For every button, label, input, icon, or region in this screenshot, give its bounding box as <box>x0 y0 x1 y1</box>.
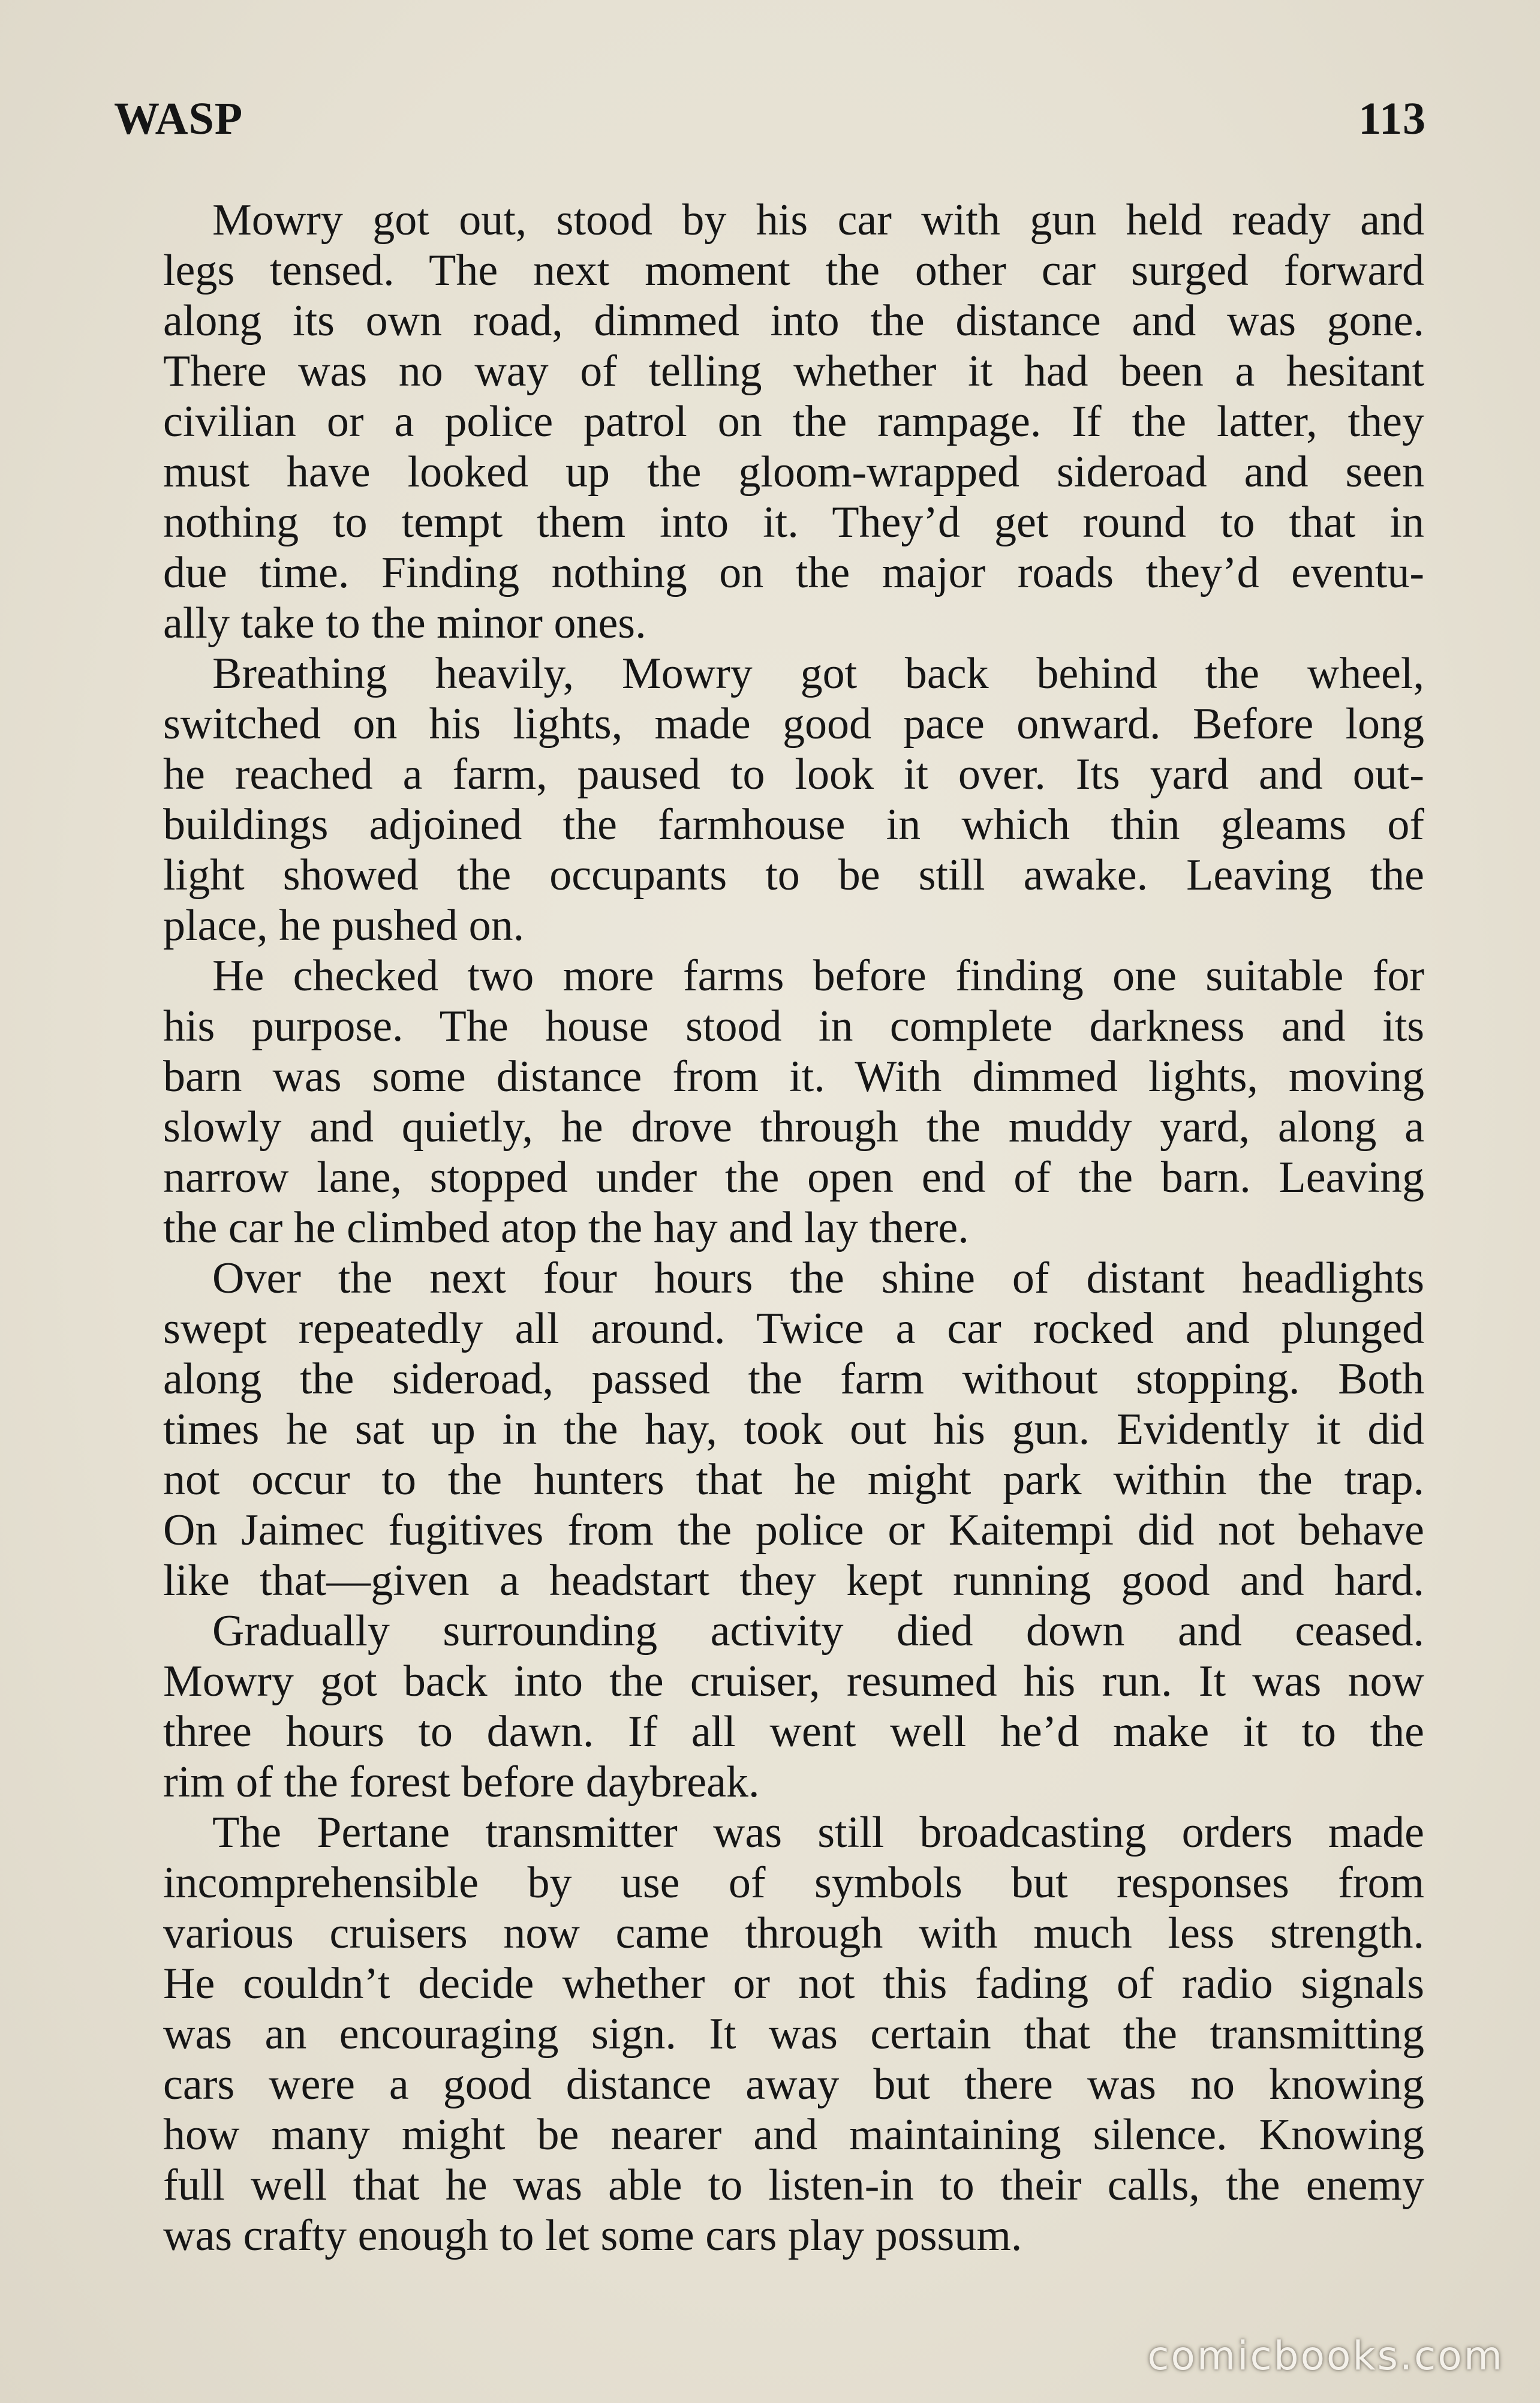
text-line: buildings adjoined the farmhouse in which thin gleams of <box>163 800 1424 849</box>
text-line: must have looked up the gloom-wrapped sideroad and seen <box>163 447 1424 497</box>
site-watermark: comicbooks.com <box>1147 2333 1504 2379</box>
text-line: switched on his lights, made good pace onward. Before long <box>163 699 1424 749</box>
text-line: rim of the forest before daybreak. <box>163 1758 760 1807</box>
paragraph <box>114 1606 1424 1807</box>
text-line: civilian or a police patrol on the rampage. If the latter, they <box>163 397 1424 446</box>
running-head <box>114 93 1426 153</box>
text-line: incomprehensible by use of symbols but responses from <box>163 1858 1424 1908</box>
paragraph <box>114 195 1424 648</box>
text-line: three hours to dawn. If all went well he’d make it to the <box>163 1707 1424 1756</box>
text-line: the car he climbed atop the hay and lay there. <box>163 1203 969 1252</box>
text-line: barn was some distance from it. With dimmed lights, moving <box>163 1052 1424 1101</box>
text-line: nothing to tempt them into it. They’d get round to that in <box>163 498 1424 547</box>
text-line: light showed the occupants to be still awake. Leaving the <box>163 851 1424 900</box>
paragraph <box>114 1253 1424 1606</box>
text-line: times he sat up in the hay, took out his gun. Evidently it did <box>163 1405 1424 1454</box>
text-line: his purpose. The house stood in complete darkness and its <box>163 1002 1424 1051</box>
text-line: along the sideroad, passed the farm without stopping. Both <box>163 1354 1424 1404</box>
text-line: ally take to the minor ones. <box>163 599 646 648</box>
text-line: swept repeatedly all around. Twice a car rocked and plunged <box>163 1304 1424 1353</box>
text-line: The Pertane transmitter was still broadcasting orders made <box>212 1808 1424 1857</box>
text-line: place, he pushed on. <box>163 901 525 950</box>
text-line: how many might be nearer and maintaining silence. Knowing <box>163 2110 1424 2159</box>
text-line: not occur to the hunters that he might park within the trap. <box>163 1455 1424 1504</box>
text-line: cars were a good distance away but there was no knowing <box>163 2060 1424 2109</box>
text-line: slowly and quietly, he drove through the muddy yard, along a <box>163 1103 1424 1152</box>
paragraph <box>114 648 1424 951</box>
text-line: like that—given a headstart they kept running good and hard. <box>163 1556 1424 1605</box>
text-line: Mowry got out, stood by his car with gun held ready and <box>212 196 1424 245</box>
text-line: Over the next four hours the shine of distant headlights <box>212 1254 1424 1303</box>
text-line: Mowry got back into the cruiser, resumed his run. It was now <box>163 1657 1424 1706</box>
text-line: He couldn’t decide whether or not this fading of radio signals <box>163 1959 1424 2008</box>
page-number: 113 <box>1358 94 1426 144</box>
text-line: was crafty enough to let some cars play possum. <box>163 2211 1022 2260</box>
text-line: he reached a farm, paused to look it over. Its yard and out- <box>163 750 1424 799</box>
text-line: full well that he was able to listen-in to their calls, the enemy <box>163 2161 1424 2210</box>
body-text <box>114 195 1424 2261</box>
text-line: was an encouraging sign. It was certain that the transmitting <box>163 2009 1424 2059</box>
book-title: WASP <box>114 94 243 144</box>
text-line: Breathing heavily, Mowry got back behind the wheel, <box>212 649 1424 698</box>
text-line: along its own road, dimmed into the distance and was gone. <box>163 296 1424 346</box>
text-line: There was no way of telling whether it had been a hesitant <box>163 347 1424 396</box>
text-line: On Jaimec fugitives from the police or Kaitempi did not behave <box>163 1506 1424 1555</box>
text-line: legs tensed. The next moment the other car surged forward <box>163 246 1424 295</box>
paragraph <box>114 1807 1424 2261</box>
text-line: due time. Finding nothing on the major roads they’d eventu- <box>163 548 1424 597</box>
paragraph <box>114 951 1424 1253</box>
text-line: various cruisers now came through with much less strength. <box>163 1909 1424 1958</box>
text-line: narrow lane, stopped under the open end of the barn. Leaving <box>163 1153 1424 1202</box>
text-line: He checked two more farms before finding one suitable for <box>212 951 1424 1001</box>
text-line: Gradually surrounding activity died down and ceased. <box>212 1606 1424 1656</box>
